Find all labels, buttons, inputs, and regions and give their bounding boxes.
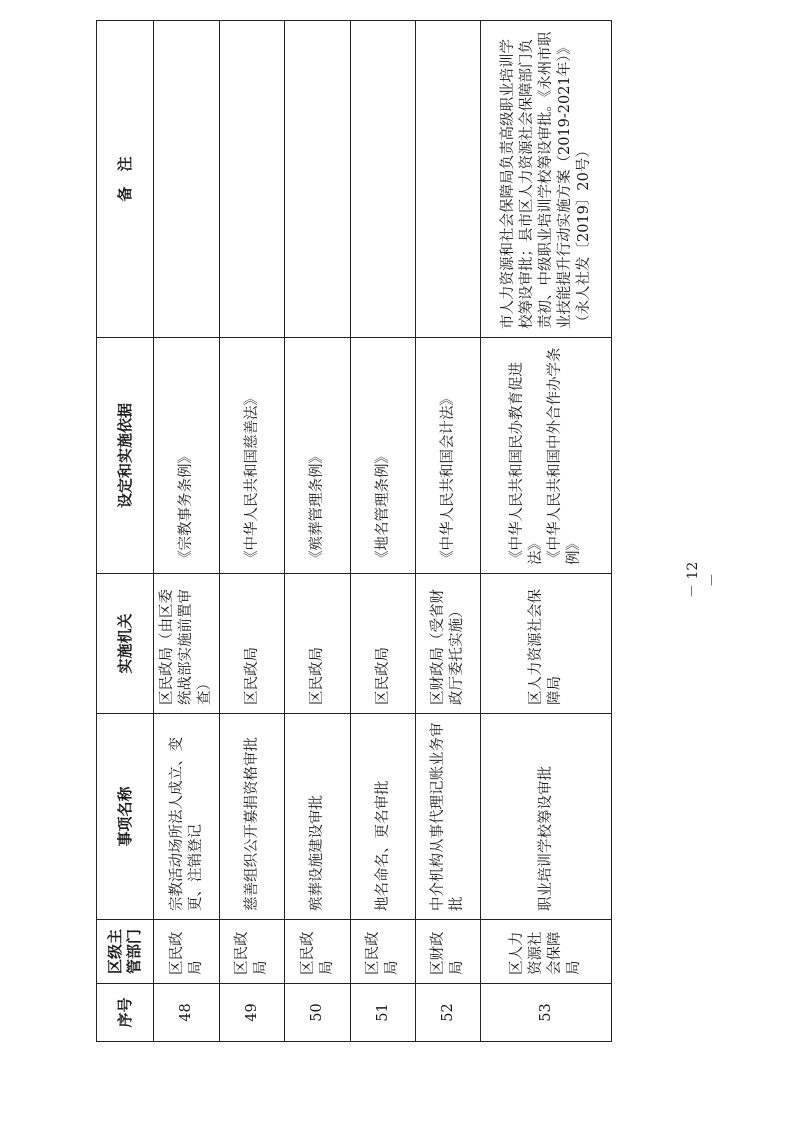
cell-agency: 区民政局（由区委统战部实施前置审查） — [154, 574, 220, 714]
table-row — [285, 21, 351, 1042]
cell-item: 地名命名、更名审批 — [351, 714, 416, 920]
cell-seq: 48 — [154, 984, 220, 1042]
cell-seq: 51 — [351, 984, 416, 1042]
cell-dept: 区民政局 — [220, 920, 285, 984]
table-row — [220, 21, 285, 1042]
cell-dept: 区民政局 — [351, 920, 416, 984]
cell-dept: 区财政局 — [416, 920, 481, 984]
table-row — [351, 21, 416, 1042]
cell-note: 市人力资源和社会保障局负责高级职业培训学校筹设审批；县市区人力资源社会保障部门负责初、中级职业培训学校筹设审批。《永州市职业技能提升行动实施方案（2019-2021年）》（永人社发〔2019〕20号） — [481, 21, 612, 338]
header-agency: 实施机关 — [97, 574, 154, 714]
cell-seq: 49 — [220, 984, 285, 1042]
table-row — [154, 21, 220, 1042]
cell-item: 宗教活动场所法人成立、变更、注销登记 — [154, 714, 220, 920]
cell-basis: 《中华人民共和国慈善法》 — [220, 338, 285, 574]
rotated-table-container — [96, 21, 592, 1042]
header-basis: 设定和实施依据 — [97, 338, 154, 574]
cell-note — [154, 21, 220, 338]
cell-dept: 区民政局 — [285, 920, 351, 984]
cell-item: 殡葬设施建设审批 — [285, 714, 351, 920]
cell-seq: 53 — [481, 984, 612, 1042]
cell-agency: 区民政局 — [285, 574, 351, 714]
cell-dept: 区人力资源社会保障局 — [481, 920, 612, 984]
cell-basis: 《地名管理条例》 — [351, 338, 416, 574]
cell-basis: 《中华人民共和国会计法》 — [416, 338, 481, 574]
cell-note — [220, 21, 285, 338]
cell-item: 职业培训学校筹设审批 — [481, 714, 612, 920]
cell-agency: 区人力资源社会保障局 — [481, 574, 612, 714]
cell-dept: 区民政局 — [154, 920, 220, 984]
cell-note — [285, 21, 351, 338]
approval-items-table — [96, 20, 612, 1042]
cell-note — [416, 21, 481, 338]
cell-seq: 50 — [285, 984, 351, 1042]
header-dept: 区级主管部门 — [97, 920, 154, 984]
cell-seq: 52 — [416, 984, 481, 1042]
cell-agency: 区民政局 — [351, 574, 416, 714]
header-seq: 序号 — [97, 984, 154, 1042]
header-item: 事项名称 — [97, 714, 154, 920]
cell-basis: 《宗教事务条例》 — [154, 338, 220, 574]
cell-item: 慈善组织公开募捐资格审批 — [220, 714, 285, 920]
cell-agency: 区民政局 — [220, 574, 285, 714]
cell-note — [351, 21, 416, 338]
table-row — [481, 21, 612, 1042]
page-number: － 12 － — [685, 561, 721, 599]
table-row — [416, 21, 481, 1042]
cell-basis: 《中华人民共和国民办教育促进法》 《中华人民共和国中外合作办学条例》 — [481, 338, 612, 574]
cell-basis: 《殡葬管理条例》 — [285, 338, 351, 574]
cell-agency: 区财政局（受省财政厅委托实施） — [416, 574, 481, 714]
header-note: 备 注 — [97, 21, 154, 338]
cell-item: 中介机构从事代理记账业务审批 — [416, 714, 481, 920]
table-header-row — [97, 21, 154, 1042]
